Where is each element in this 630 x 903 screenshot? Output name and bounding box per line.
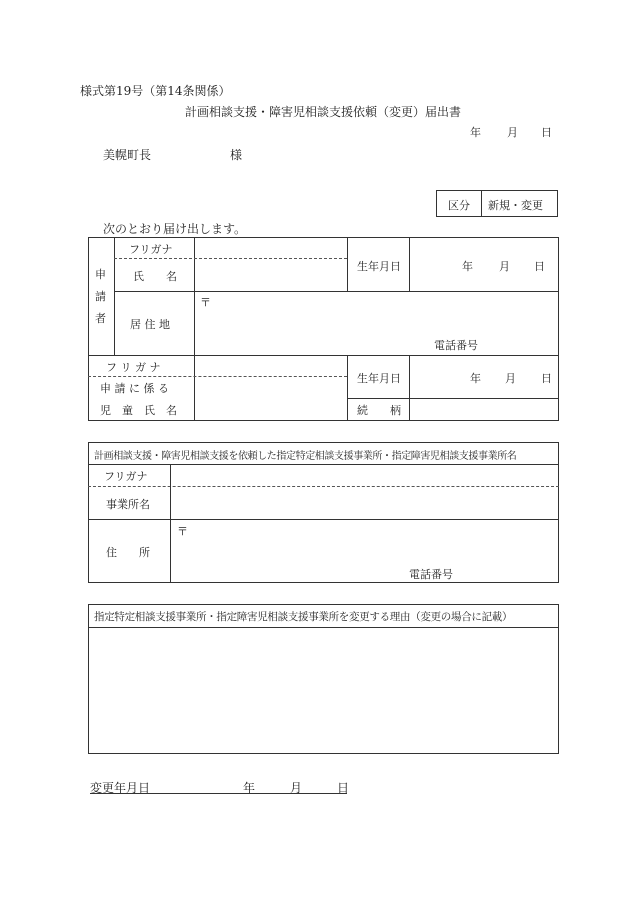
reason-heading: 指定特定相談支援事業所・指定障害児相談支援事業所を変更する理由（変更の場合に記載） (94, 611, 513, 623)
child-birth-day[interactable]: 日 (541, 372, 552, 385)
child-label-line1: 申 請 に 係 る (100, 382, 169, 395)
change-date-month[interactable]: 月 (290, 781, 303, 795)
honorific: 様 (230, 148, 243, 162)
child-name-input[interactable] (196, 378, 345, 419)
applicant-birthdate-label: 生年月日 (357, 260, 401, 273)
applicant-address-input[interactable] (212, 293, 557, 335)
applicant-name-label: 氏 名 (133, 270, 177, 283)
applicant-side-label-2: 請 (95, 290, 106, 303)
office-address-label: 住 所 (106, 546, 150, 559)
change-date-label: 変更年月日 (90, 781, 151, 795)
category-label: 区分 (448, 199, 470, 212)
category-value[interactable]: 新規・変更 (488, 199, 543, 212)
applicant-name-input[interactable] (196, 260, 345, 289)
reason-input[interactable] (90, 629, 557, 752)
child-furigana-label: フ リ ガ ナ (106, 361, 161, 374)
header-date-day[interactable]: 日 (541, 126, 552, 139)
child-birth-year[interactable]: 年 (470, 372, 481, 385)
applicant-side-label-1: 申 (95, 268, 106, 281)
applicant-birth-day[interactable]: 日 (534, 260, 545, 273)
child-relation-input[interactable] (411, 400, 557, 419)
change-date-year[interactable]: 年 (243, 781, 256, 795)
header-date-year[interactable]: 年 (470, 126, 481, 139)
change-date-day[interactable]: 日 (337, 781, 350, 795)
office-address-input[interactable] (190, 521, 557, 563)
child-birthdate-label: 生年月日 (357, 372, 401, 385)
applicant-furigana-input[interactable] (196, 239, 345, 257)
office-heading: 計画相談支援・障害児相談支援を依頼した指定特定相談支援事業所・指定障害児相談支援事業所名 (94, 451, 517, 462)
applicant-address-label: 居 住 地 (130, 318, 170, 331)
child-label-line2: 児 童 氏 名 (100, 404, 177, 417)
office-postal-mark: 〒 (177, 525, 188, 538)
office-phone-input[interactable] (466, 564, 557, 582)
applicant-phone-label: 電話番号 (434, 339, 478, 352)
office-furigana-label: フリガナ (104, 470, 148, 483)
applicant-birth-month[interactable]: 月 (499, 260, 510, 273)
applicant-side-label-3: 者 (95, 312, 106, 325)
form-title: 計画相談支援・障害児相談支援依頼（変更）届出書 (185, 105, 462, 119)
child-relation-label: 続 柄 (357, 404, 401, 417)
child-furigana-input[interactable] (196, 357, 345, 375)
office-furigana-input[interactable] (172, 466, 557, 485)
change-date-underline (90, 793, 347, 794)
office-phone-label: 電話番号 (409, 568, 453, 581)
applicant-postal-mark: 〒 (200, 296, 211, 309)
office-name-label: 事業所名 (106, 498, 150, 511)
addressee: 美幌町長 (103, 148, 152, 162)
header-date-month[interactable]: 月 (507, 126, 518, 139)
child-birth-month[interactable]: 月 (505, 372, 516, 385)
intro-text: 次のとおり届け出します。 (103, 222, 247, 236)
applicant-birth-year[interactable]: 年 (462, 260, 473, 273)
applicant-phone-input[interactable] (490, 335, 557, 353)
applicant-furigana-label: フリガナ (129, 243, 173, 256)
form-number: 様式第19号（第14条関係） (80, 84, 231, 98)
office-name-input[interactable] (172, 488, 557, 518)
